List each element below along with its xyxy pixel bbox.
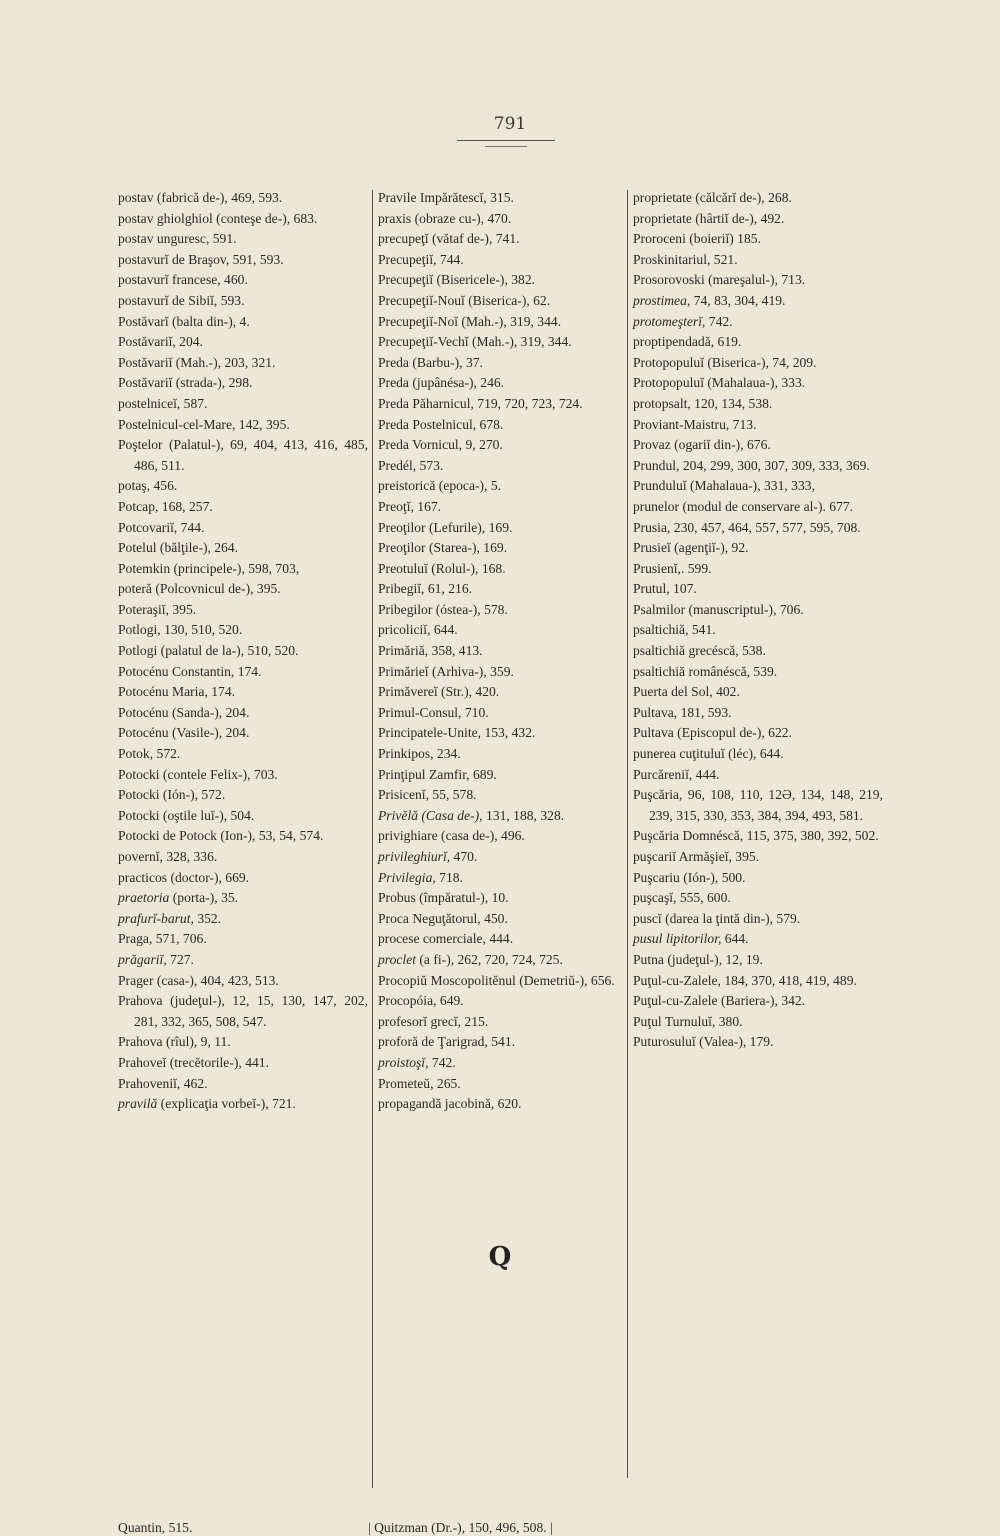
index-entry [378,312,626,333]
page-number: 791 [493,114,527,134]
index-entry [378,723,626,744]
index-entry-text: Praga, 571, 706. [118,931,207,947]
index-entry-text: povernĭ, 328, 336. [118,849,218,864]
index-entry-text: postavurĭ de Sibiĭ, 593. [118,292,245,308]
bottom-entry-left: Quantin, 515. [118,1520,193,1535]
index-entry [118,518,368,539]
index-entry [118,662,368,683]
index-entry [633,579,883,600]
index-entry-italic-term: prafurĭ-barut, [118,910,194,926]
index-entry-text: Prahoveĭ (trecĕtorile-), 441. [118,1054,269,1070]
index-entry-text: Predél, 573. [378,457,444,473]
index-entry-text: Precupeţiĭ-Nouĭ (Biserica-), 62. [378,292,551,308]
index-entry-italic-term: Privilegia, [378,869,436,885]
index-entry [118,641,368,662]
index-entry-text: praxis (obraze cu-), 470. [378,210,512,226]
index-entry-text: Puţul-cu-Zalele, 184, 370, 418, 419, 489. [633,972,857,988]
index-entry-text: Prundul, 204, 299, 300, 307, 309, 333, 369. [633,457,870,473]
index-entry-text: preistorică (epoca-), 5. [378,478,502,494]
index-entry-text: postav unguresc, 591. [118,231,237,247]
index-entry-text: Pultava, 181, 593. [633,704,732,720]
index-entry [633,373,883,394]
index-entry-text: Principatele-Unite, 153, 432. [378,725,536,741]
index-entry [378,950,626,971]
index-entry-text: Potocénu (Sanda-), 204. [118,704,250,720]
index-entry-text: privighiare (casa de-), 496. [378,828,525,844]
index-entry-text: Potocénu Constantin, 174. [118,663,262,679]
index-entry-text: Postăvariĭ (Mah.-), 203, 321. [118,354,276,370]
index-entry-text: Precupeţiĭ-Noĭ (Mah.-), 319, 344. [378,313,562,329]
index-entry [633,929,883,950]
index-entry-text: Postăvariĭ, 204. [118,334,203,350]
index-entry-text: precupeţĭ (vătaf de-), 741. [378,231,520,247]
index-entry [118,250,368,271]
index-entry [118,312,368,333]
index-entry-text: procese comerciale, 444. [378,931,514,947]
index-entry [118,332,368,353]
index-entry [118,868,368,889]
index-entry-text: 74, 83, 304, 419. [690,292,786,308]
index-column-1 [118,188,368,1115]
index-entry [118,1032,368,1053]
index-entry [378,456,626,477]
index-entry [633,394,883,415]
index-entry-text: psaltichiă, 541. [633,622,716,638]
index-entry-italic-term: privileghiurĭ, [378,849,451,864]
index-entry [633,559,883,580]
index-entry [118,291,368,312]
index-entry [378,641,626,662]
index-entry [378,579,626,600]
index-entry [118,229,368,250]
bottom-entry-middle: | Quitzman (Dr.-), 150, 496, 508. | [368,1520,553,1535]
index-entry [633,1032,883,1053]
index-entry-text: Proviant-Maistru, 713. [633,416,757,432]
index-entry [118,353,368,374]
index-entry-text: pricoliciĭ, 644. [378,622,458,638]
page-number-rule [457,140,555,141]
index-entry [378,991,626,1012]
index-entry [378,765,626,786]
index-entry-text: postelniceĭ, 587. [118,395,208,411]
index-entry-text: Potemkin (principele-), 598, 703, [118,560,300,576]
index-entry-text: Preda (jupânésa-), 246. [378,375,505,391]
index-entry [378,662,626,683]
index-entry-text: proptipendadă, 619. [633,334,742,350]
index-entry [118,620,368,641]
index-entry-text: Pribegilor (óstea-), 578. [378,601,508,617]
index-entry-text: puşcariĭ Armăşieĭ, 395. [633,849,760,864]
index-entry [378,476,626,497]
index-entry-italic-term: pusul lipitorilor, [633,931,722,947]
section-letter-heading: Q [488,1242,512,1272]
index-entry [633,518,883,539]
index-entry [118,435,368,476]
index-entry [378,1012,626,1033]
index-entry-text: postav ghiolghiol (conteşe de-), 683. [118,210,318,226]
index-entry-text: Preoţilor (Lefurile), 169. [378,519,513,535]
index-entry [378,806,626,827]
index-entry-text: Puşcăria, 96, 108, 110, 12Ə, 134, 148, 219, 239, 315, 330, 353, 384, 394, 493, 581. [633,787,883,823]
index-entry [378,703,626,724]
index-entry-text: 644. [721,931,749,947]
index-entry-text: Preda (Barbu-), 37. [378,354,483,370]
index-entry-text: Preda Vornicul, 9, 270. [378,437,503,453]
index-entry-italic-term: pravilă [118,1096,158,1112]
index-entry-text: Prunduluĭ (Mahalaua-), 331, 333, [633,478,815,494]
index-entry [118,847,368,868]
index-entry-text: Puţul-cu-Zalele (Bariera-), 342. [633,993,806,1009]
index-entry [118,415,368,436]
index-entry-text: Potocki (contele Felix-), 703. [118,766,278,782]
index-entry [378,435,626,456]
index-entry-text: Prusienĭ,. 599. [633,560,712,576]
index-entry [633,332,883,353]
index-entry [118,971,368,992]
index-entry-text: Purcăreniĭ, 444. [633,766,720,782]
index-entry [378,1053,626,1074]
index-entry [633,909,883,930]
index-entry [378,847,626,868]
index-entry-text: Primăriă, 358, 413. [378,643,483,659]
index-entry [633,785,883,826]
index-entry-text: Protopopuluĭ (Mahalaua-), 333. [633,375,806,391]
index-entry [633,415,883,436]
index-entry-text: postavurĭ de Braşov, 591, 593. [118,251,284,267]
index-entry [118,188,368,209]
index-entry-text: Prahoveniĭ, 462. [118,1075,208,1091]
index-entry [633,250,883,271]
index-entry-text: Prisicenĭ, 55, 578. [378,787,477,803]
index-entry [378,209,626,230]
index-entry-text: poteră (Polcovnicul de-), 395. [118,581,281,597]
index-entry-italic-term: proistoşĭ, [378,1054,429,1070]
index-entry [633,868,883,889]
index-entry [118,373,368,394]
index-entry [633,765,883,786]
index-entry [118,826,368,847]
index-entry-text: Primărieĭ (Arhiva-), 359. [378,663,514,679]
index-entry [633,1012,883,1033]
index-entry-italic-term: praetoria [118,890,170,906]
index-entry [378,250,626,271]
index-entry [378,909,626,930]
index-entry-text: Puţul Turnuluĭ, 380. [633,1013,743,1029]
index-entry [378,1074,626,1095]
index-entry [633,991,883,1012]
index-entry [378,744,626,765]
index-entry-text: Proskinitariul, 521. [633,251,738,267]
index-entry-italic-term: proclet [378,951,416,967]
index-entry-text: (explicaţia vorbeĭ-), 721. [157,1096,296,1112]
column-divider-1 [372,190,373,1488]
index-entry [118,579,368,600]
index-entry-text: practicos (doctor-), 669. [118,869,250,885]
index-entry [633,600,883,621]
index-entry-text: Puerta del Sol, 402. [633,684,740,700]
index-entry-text: Potocénu Maria, 174. [118,684,236,700]
page-number-rule-short [485,146,527,147]
index-entry [633,620,883,641]
index-entry [118,929,368,950]
index-entry [633,209,883,230]
index-entry-text: Precupeţiĭ, 744. [378,251,464,267]
index-entry-text: (a fi-), 262, 720, 724, 725. [416,951,563,967]
index-entry-text: protopsalt, 120, 134, 538. [633,395,773,411]
index-entry [378,971,626,992]
index-entry-text: Potcovariĭ, 744. [118,519,205,535]
index-entry-text: Prusieĭ (agenţiĭ-), 92. [633,540,749,556]
index-column-3 [633,188,883,1053]
index-entry-text: Prinţipul Zamfir, 689. [378,766,497,782]
index-entry-text: Prahova (judeţul-), 12, 15, 130, 147, 202, 281, 332, 365, 508, 547. [118,993,368,1029]
index-entry [378,826,626,847]
index-entry [118,1053,368,1074]
index-entry-text: punerea cuţituluĭ (léc), 644. [633,746,784,762]
index-entry [378,929,626,950]
index-entry-text: Puşcăria Domnéscă, 115, 375, 380, 392, 502. [633,828,879,844]
index-entry [378,415,626,436]
index-entry [633,826,883,847]
index-entry-text: Puşcariu (Ión-), 500. [633,869,746,885]
index-entry-text: Poteraşiĭ, 395. [118,601,197,617]
index-entry-text: Preda Postelnicul, 678. [378,416,504,432]
index-entry-text: Primul-Consul, 710. [378,704,489,720]
index-entry-text: 352. [193,910,222,926]
index-entry-text: Proca Neguţătorul, 450. [378,910,508,926]
index-entry-text: postav (fabrică de-), 469, 593. [118,190,283,205]
index-entry-text: Precupeţiĭ (Bisericele-), 382. [378,272,536,288]
index-entry-text: Potelul (bălţile-), 264. [118,540,239,556]
index-entry-text: Postăvariĭ (strada-), 298. [118,375,253,391]
index-entry-text: Precupeţiĭ-Vechĭ (Mah.-), 319, 344. [378,334,572,350]
index-entry-text: Potocénu (Vasile-), 204. [118,725,250,741]
index-entry-text: puscĭ (darea la ţintă din-), 579. [633,910,801,926]
index-entry-text: Potlogi (palatul de la-), 510, 520. [118,643,299,659]
index-entry-text: Pribegiĭ, 61, 216. [378,581,473,597]
index-entry-text: (porta-), 35. [169,890,239,906]
index-entry-text: Procopóia, 649. [378,993,464,1009]
index-entry [118,744,368,765]
index-entry [378,785,626,806]
index-entry [633,188,883,209]
index-entry-text: Pultava (Episcopul de-), 622. [633,725,792,741]
index-entry-text: Puturosuluĭ (Valea-), 179. [633,1034,774,1050]
index-entry [378,600,626,621]
index-entry-text: 718. [435,869,463,885]
index-entry-text: Poştelor (Palatul-), 69, 404, 413, 416, 485, 486, 511. [118,437,368,473]
index-entry [118,538,368,559]
index-entry [378,353,626,374]
index-entry [378,1094,626,1115]
index-entry [378,682,626,703]
index-entry [633,291,883,312]
index-entry-text: Prutul, 107. [633,581,697,597]
index-entry [378,394,626,415]
index-entry [633,744,883,765]
index-entry-text: prunelor (modul de conservare al-). 677. [633,498,854,514]
index-entry [633,456,883,477]
index-entry [118,909,368,930]
index-entry [633,538,883,559]
index-entry [378,559,626,580]
index-entry-italic-term: prăgariĭ, [118,951,167,967]
index-entry [378,270,626,291]
index-entry [378,373,626,394]
index-entry [118,394,368,415]
index-entry-text: Protopopuluĭ (Biserica-), 74, 209. [633,354,817,370]
index-entry [633,435,883,456]
index-entry [633,270,883,291]
index-entry [378,620,626,641]
index-entry-text: proprietate (călcărĭ de-), 268. [633,190,792,205]
index-entry [378,188,626,209]
index-entry-text: Procopiŭ Moscopolitĕnul (Demetriŭ-), 656. [378,972,615,988]
index-entry [633,641,883,662]
index-entry-text: Potok, 572. [118,746,181,762]
index-entry [633,312,883,333]
index-entry [633,847,883,868]
index-entry-text: 742. [705,313,733,329]
index-entry [118,559,368,580]
index-entry-text: Prinkipos, 234. [378,746,461,762]
index-entry-text: 131, 188, 328. [482,807,565,823]
index-entry [633,723,883,744]
index-entry [118,991,368,1032]
index-entry [633,497,883,518]
index-entry-text: Preoţĭ, 167. [378,498,442,514]
index-entry [118,209,368,230]
index-entry [378,497,626,518]
index-entry [378,229,626,250]
index-entry-text: Probus (împăratul-), 10. [378,890,509,906]
index-entry [118,270,368,291]
index-entry-text: Preotuluĭ (Rolul-), 168. [378,560,506,576]
index-entry [378,332,626,353]
index-entry-text: Prusia, 230, 457, 464, 557, 577, 595, 708. [633,519,861,535]
index-entry-text: Prometeŭ, 265. [378,1075,461,1091]
index-entry [118,1074,368,1095]
index-entry-text: Potlogi, 130, 510, 520. [118,622,243,638]
index-entry-italic-term: Privĕlă (Casa de-), [378,807,483,823]
index-entry-text: Provaz (ogariĭ din-), 676. [633,437,771,453]
index-entry [118,765,368,786]
index-entry [378,538,626,559]
index-entry [633,703,883,724]
index-entry [118,1094,368,1115]
index-entry [633,662,883,683]
index-entry-text: Pravile Impărătescĭ, 315. [378,190,514,205]
index-entry-text: 470. [450,849,478,864]
index-entry-text: potaş, 456. [118,478,178,494]
index-entry [118,723,368,744]
index-entry [118,600,368,621]
index-entry [118,476,368,497]
index-entry [633,682,883,703]
index-entry-text: Prahova (rîul), 9, 11. [118,1034,231,1050]
index-entry-text: Potcap, 168, 257. [118,498,213,514]
index-entry [118,888,368,909]
index-entry [118,950,368,971]
index-entry-text: Postăvarĭ (balta din-), 4. [118,313,250,329]
index-entry [378,291,626,312]
index-entry-italic-term: prostimea, [633,292,691,308]
index-entry [118,682,368,703]
index-entry-text: Preoţilor (Starea-), 169. [378,540,508,556]
index-entry-text: psaltichiă grecéscă, 538. [633,643,766,659]
index-entry [633,229,883,250]
index-entry [633,353,883,374]
index-entry [378,868,626,889]
index-entry-text: Postelnicul-cel-Mare, 142, 395. [118,416,290,432]
index-entry-text: Preda Păharnicul, 719, 720, 723, 724. [378,395,583,411]
index-entry [633,476,883,497]
index-entry-text: proforă de Ţarigrad, 541. [378,1034,516,1050]
index-entry [118,785,368,806]
index-entry-text: propagandă jacobină, 620. [378,1096,522,1112]
index-entry-text: Potocki (Ión-), 572. [118,787,226,803]
index-entry [118,806,368,827]
index-entry-text: proprietate (hârtiĭ de-), 492. [633,210,785,226]
index-entry-text: profesorĭ grecĭ, 215. [378,1013,489,1029]
index-entry [118,703,368,724]
index-entry-text: Putna (judeţul-), 12, 19. [633,951,763,967]
index-entry-text: Potocki (oştile luĭ-), 504. [118,807,255,823]
index-entry-text: psaltichiă românéscă, 539. [633,663,778,679]
index-entry-text: 742. [428,1054,456,1070]
index-entry-text: 727. [166,951,194,967]
index-entry-text: Prager (casa-), 404, 423, 513. [118,972,279,988]
index-entry-text: Psalmilor (manuscriptul-), 706. [633,601,804,617]
index-entry [118,497,368,518]
index-entry-text: puşcaşĭ, 555, 600. [633,890,731,906]
index-entry [633,888,883,909]
column-divider-2 [627,190,628,1478]
index-entry-text: postavurĭ francese, 460. [118,272,248,288]
index-entry-italic-term: protomeşterĭ, [633,313,706,329]
index-entry-text: Potocki de Potock (Ion-), 53, 54, 574. [118,828,324,844]
index-entry-text: Primăvereĭ (Str.), 420. [378,684,500,700]
index-entry [378,1032,626,1053]
index-column-2 [378,188,626,1115]
index-entry-text: Prosorovoski (mareşalul-), 713. [633,272,806,288]
index-entry-text: Proroceni (boieriĭ) 185. [633,231,761,247]
index-entry [378,888,626,909]
index-entry [378,518,626,539]
index-entry [633,950,883,971]
index-entry [633,971,883,992]
